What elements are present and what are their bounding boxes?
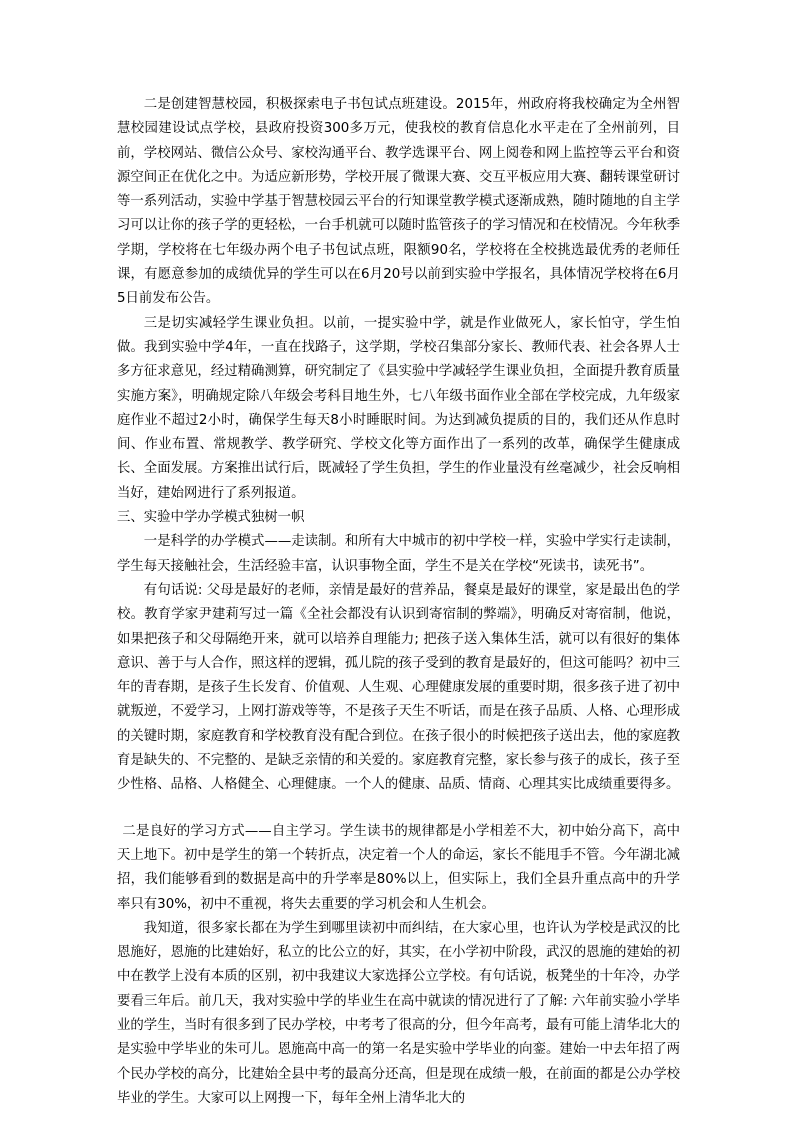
section-heading: 三、实验中学办学模式独树一帜 (117, 510, 305, 526)
paragraph-reduce-burden: 三是切实减轻学生课业负担。以前，一提实验中学，就是作业做死人，家长怕守，学生怕做。我到实验中学4年，一直在找路子，这学期，学校召集部分家长、教师代表、社会各界人士多方征求意见，经过精确测算，研究制定了《县实验中学减轻学生课业负担，全面提升教育质量实施方案》，明确规定除八年级会考科目地生外，七八年级书面作业全部在学校完成，九年级家庭作业不超过2小时，确保学生每天8小时睡眠时间。为达到减负提质的目的，我们还从作息时间、作业布置、常规教学、教学研究、学校文化等方面作出了一系列的改革，确保学生健康成长、全面发展。方案推出试行后，既减轻了学生负担，学生的作业量没有丝毫减少，社会反响相当好，建始网进行了系列报道。 (117, 315, 680, 501)
paragraph-smart-campus: 二是创建智慧校园，积极探索电子书包试点班建设。2015年，州政府将我校确定为全州智慧校园建设试点学校，县政府投资300多万元，使我校的教育信息化水平走在了全州前列，目前，学校网站、微信公众号、家校沟通平台、教学选课平台、网上阅卷和网上监控等云平台和资源空间正在优化之中。为适应新形势，学校开展了微课大赛、交互平板应用大赛、翻转课堂研讨等一系列活动，实验中学基于智慧校园云平台的行知课堂教学模式逐渐成熟，随时随地的自主学习可以让你的孩子学的更轻松，一台手机就可以随时监管孩子的学习情况和在校情况。今年秋季学期，学校将在七年级办两个电子书包试点班，限额90名，学校将在全校挑选最优秀的老师任课，有愿意参加的成绩优异的学生可以在6月20号以前到实验中学报名，具体情况学校将在6月5日前发布公告。 (117, 97, 680, 307)
paragraph-family-education: 有句话说: 父母是最好的老师，亲情是最好的营养品，餐桌是最好的课堂，家是最出色的学校。教育学家尹建莉写过一篇《全社会都没有认识到寄宿制的弊端》，明确反对寄宿制，他说，如果把孩子和父母隔绝开来，就可以培养自理能力; 把孩子送入集体生活，就可以有很好的集体意识、善于与人合作，照这样的逻辑，孤儿院的孩子受到的教育是最好的，但这可能吗？初中三年的青春期，是孩子生长发育、价值观、人生观、心理健康发展的重要时期，很多孩子进了初中就叛逆，不爱学习，上网打游戏等等，不是孩子天生不听话，而是在孩子品质、人格、心理形成的关键时期，家庭教育和学校教育没有配合到位。在孩子很小的时候把孩子送出去，他的家庭教育是缺失的、不完整的、是缺乏亲情的和关爱的。家庭教育完整，家长参与孩子的成长，孩子至少性格、品格、人格健全、心理健康。一个人的健康、品质、情商、心理其实比成绩重要得多。 (117, 582, 680, 793)
paragraph-gap (117, 798, 680, 820)
paragraph-self-learning: 二是良好的学习方式——自主学习。学生读书的规律都是小学相差不大，初中始分高下，高中天上地下。初中是学生的第一个转折点，决定着一个人的命运，家长不能甩手不管。今年湖北减招，我们能够看到的数据是高中的升学率是80%以上，但实际上，我们全县升重点高中的升学率只有30%，初中不重视，将失去重要的学习机会和人生机会。 (117, 823, 680, 912)
paragraph-school-choice: 我知道，很多家长都在为学生到哪里读初中而纠结，在大家心里，也许认为学校是武汉的比恩施好，恩施的比建始好，私立的比公立的好，其实，在小学初中阶段，武汉的恩施的建始的初中在教学上没有本质的区别，初中我建议大家选择公立学校。有句话说，板凳坐的十年冷，办学要看三年后。前几天，我对实验中学的毕业生在高中就读的情况进行了了解: 六年前实验小学毕业的学生，当时有很多到了民办学校，中考考了很高的分，但今年高考，最有可能上清华北大的是实验中学毕业的朱可儿。恩施高中高一的第一名是实验中学毕业的向銮。建始一中去年招了两个民办学校的高分，比建始全县中考的最高分还高，但是现在成绩一般，在前面的都是公办学校毕业的学生。大家可以上网搜一下，每年全州上清华北大的 (117, 920, 680, 1106)
document-page (117, 93, 680, 1111)
paragraph-day-school-mode: 一是科学的办学模式——走读制。和所有大中城市的初中学校一样，实验中学实行走读制，学生每天接触社会，生活经验丰富，认识事物全面，学生不是关在学校“死读书，读死书”。 (117, 534, 680, 574)
